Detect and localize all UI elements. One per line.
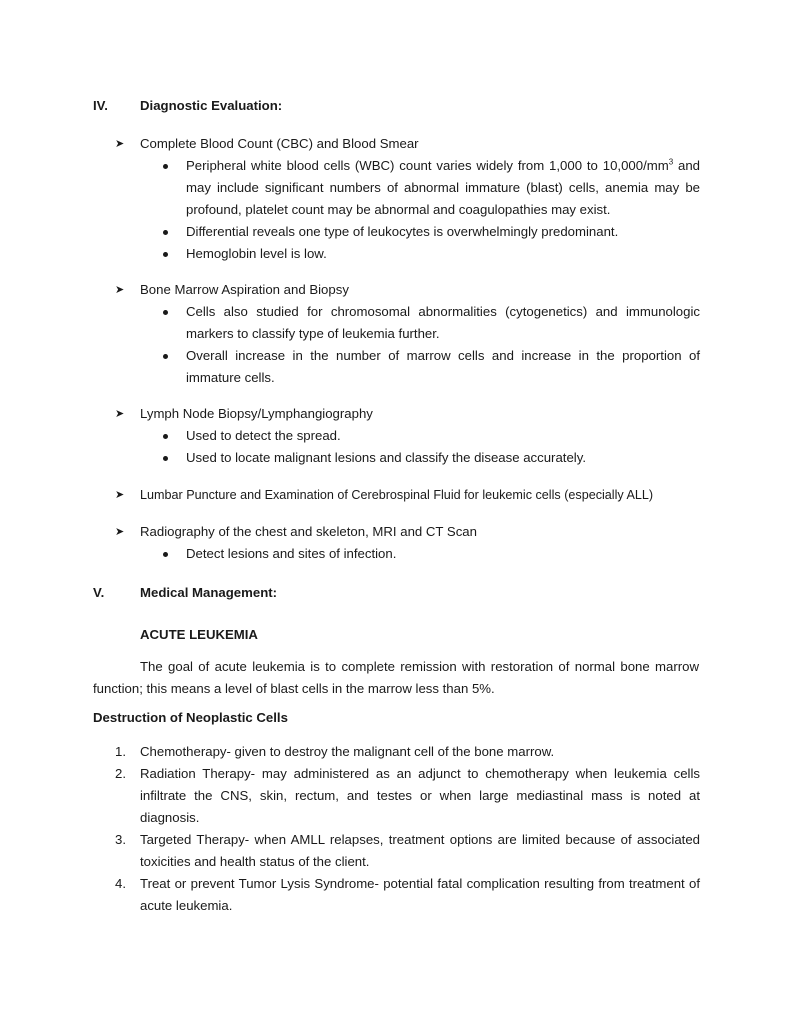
list-item: Hemoglobin level is low. xyxy=(160,243,700,265)
list-item: 3. Targeted Therapy- when AMLL relapses, treatment options are limited because of associated toxicities and health status of the client. xyxy=(115,832,700,869)
bone-marrow-bullet-list xyxy=(160,301,700,389)
section-iv-heading xyxy=(93,95,282,117)
cbc-bullet-list xyxy=(160,155,700,265)
lymph-node-bullet-list xyxy=(160,425,700,469)
bullet-dot-icon xyxy=(163,310,168,315)
bullet-dot-icon xyxy=(163,252,168,257)
radiography-bullet-list xyxy=(160,543,700,565)
bullet-dot-icon xyxy=(163,434,168,439)
list-item: 1. Chemotherapy- given to destroy the malignant cell of the bone marrow. xyxy=(115,744,555,759)
arrow-bullet-icon: ➤ xyxy=(115,408,125,420)
bullet-dot-icon xyxy=(163,456,168,461)
list-item: Differential reveals one type of leukocytes is overwhelmingly predominant. xyxy=(160,221,700,243)
section-v-title: Medical Management: xyxy=(140,585,278,600)
group-heading: Bone Marrow Aspiration and Biopsy xyxy=(140,282,349,297)
acute-leukemia-subheading: ACUTE LEUKEMIA xyxy=(140,627,258,642)
arrow-bullet-icon: ➤ xyxy=(115,489,125,501)
list-item: Cells also studied for chromosomal abnormalities (cytogenetics) and immunologic markers to classify type of leukemia further. xyxy=(160,301,700,345)
list-item: Used to locate malignant lesions and classify the disease accurately. xyxy=(160,447,700,469)
destruction-heading: Destruction of Neoplastic Cells xyxy=(93,710,288,725)
bullet-dot-icon xyxy=(163,552,168,557)
list-item: Overall increase in the number of marrow cells and increase in the proportion of immature cells. xyxy=(160,345,700,389)
group-heading: Complete Blood Count (CBC) and Blood Smear xyxy=(140,136,419,151)
list-item: 4. Treat or prevent Tumor Lysis Syndrome- potential fatal complication resulting from treatment of acute leukemia. xyxy=(115,876,700,913)
arrow-bullet-icon: ➤ xyxy=(115,526,125,538)
section-iv-title: Diagnostic Evaluation: xyxy=(140,98,283,113)
group-heading: Radiography of the chest and skeleton, MRI and CT Scan xyxy=(140,524,477,539)
list-item: Used to detect the spread. xyxy=(160,425,700,447)
group-heading: Lumbar Puncture and Examination of Cerebrospinal Fluid for leukemic cells (especially ALL) xyxy=(140,488,654,502)
bullet-dot-icon xyxy=(163,230,168,235)
section-iv-number: IV. xyxy=(93,98,108,113)
arrow-bullet-icon: ➤ xyxy=(115,138,125,150)
section-v-heading xyxy=(93,582,277,604)
arrow-bullet-icon: ➤ xyxy=(115,284,125,296)
bullet-dot-icon xyxy=(163,354,168,359)
section-v-number: V. xyxy=(93,585,105,600)
list-item: Detect lesions and sites of infection. xyxy=(160,543,700,565)
bullet-dot-icon xyxy=(163,164,168,169)
group-heading: Lymph Node Biopsy/Lymphangiography xyxy=(140,406,373,421)
goal-paragraph: The goal of acute leukemia is to complete remission with restoration of normal bone marrow function; this means a level of blast cells in the marrow less than 5%. xyxy=(93,659,699,696)
list-item: 2. Radiation Therapy- may administered as an adjunct to chemotherapy when leukemia cells infiltrate the CNS, skin, rectum, and testes or when large mediastinal mass is noted at diagnosis. xyxy=(115,766,700,825)
list-item: Peripheral white blood cells (WBC) count varies widely from 1,000 to $10,000/mm^3$ and may include significant numbers of abnormal immature (blast) cells, anemia may be profound, platelet count may be abnormal and coagulopathies may exist. xyxy=(160,155,700,221)
treatment-numbered-list xyxy=(115,741,700,917)
